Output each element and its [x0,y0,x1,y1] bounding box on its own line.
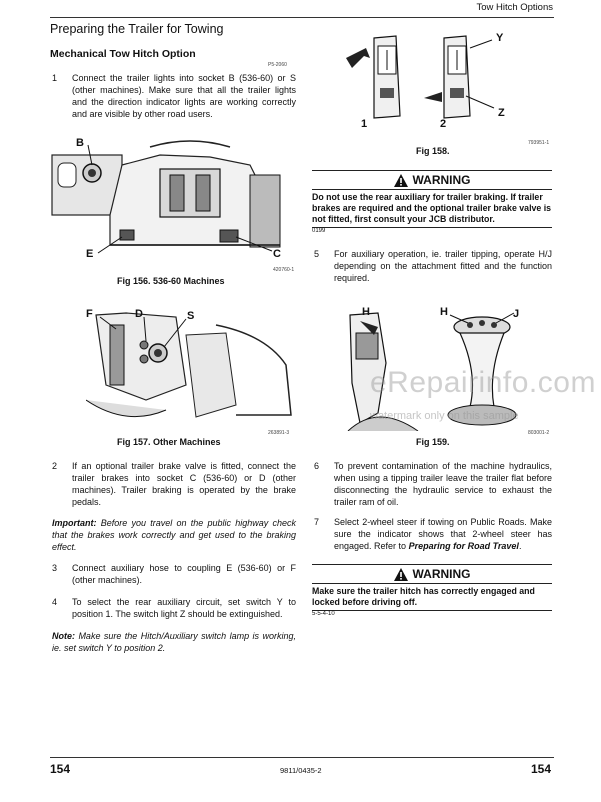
header-rule [50,17,554,18]
fig156-label-b: B [76,137,84,149]
fig157-label-f: F [86,308,93,320]
watermark-sub: watermark only on this sample [370,410,519,422]
fig158-caption: Fig 158. [416,146,450,156]
warning-triangle-icon [394,174,408,187]
fig158-label-y: Y [496,32,504,44]
step-number-3: 3 [52,563,58,573]
step-number-1: 1 [52,73,58,83]
step-number-4: 4 [52,597,58,607]
warning-box-2 [312,564,552,617]
step-number-2: 2 [52,461,58,471]
footer-rule [50,757,554,758]
footer-page-left: 154 [50,762,71,776]
warning-heading-1-text: WARNING [412,173,471,187]
fig159-label-h2: H [440,306,448,318]
important-text: Before you travel on the public highway check that the brakes work correctly and get used to the braking effect. [52,518,296,552]
road-travel-link[interactable]: Preparing for Road Travel [408,541,519,551]
page-title: Preparing the Trailer for Towing [50,22,224,36]
step-1-text: Connect the trailer lights into socket B (536-60) or S (other machines). Make sure that all the trailer lights and the direction indicator lights are working correctly and are visible by other road users. [72,73,296,119]
fig156-ref: 420760-1 [273,267,295,273]
fig156-caption: Fig 156. 536-60 Machines [117,276,225,286]
step-7-body: Select 2-wheel steer if towing on Public Roads. Make sure the indicator shows that 2-wheel steer has engaged. Refer to [334,517,552,551]
warning-1-code: 0199 [312,227,552,234]
fig159-ref: 803001-2 [528,430,550,436]
warning-heading-2 [312,567,552,581]
fig157-label-d: D [135,308,143,320]
warning-2-text: Make sure the trailer hitch has correctly engaged and locked before driving off. [312,586,535,607]
note [52,630,296,654]
footer-page-right: 154 [530,762,551,776]
fig158-label-2: 2 [440,118,447,130]
fig158-ref: 793951-1 [528,140,550,146]
fig157-label-s: S [187,310,195,322]
step-7-text [334,516,552,552]
warning-box-1 [312,170,552,234]
fig159-caption: Fig 159. [416,437,450,447]
subtitle: Mechanical Tow Hitch Option [50,48,196,60]
step-number-7: 7 [314,517,320,527]
footer-doc-number: 9811/0435-2 [280,766,322,775]
warning-heading-1 [312,173,552,187]
important-label: Important: [52,518,97,528]
warning-body-2 [312,583,552,608]
watermark-main: eRepairinfo.com [370,366,596,399]
warning-body-1 [312,189,552,225]
header-section-title: Tow Hitch Options [476,2,553,13]
important-note [52,517,296,553]
step-number-5: 5 [314,249,320,259]
note-label: Note: [52,631,75,641]
step-4-text: To select the rear auxiliary circuit, set switch Y to position 1. The switch light Z should be extinguished. [72,597,296,619]
fig157-caption: Fig 157. Other Machines [117,437,221,447]
warning-heading-2-text: WARNING [412,567,471,581]
step-3-text: Connect auxiliary hose to coupling E (536-60) or F (other machines). [72,563,296,585]
fig156-label-c: C [273,248,281,260]
note-text: Make sure the Hitch/Auxiliary switch lamp is working, ie. set switch Y to position 2. [52,631,296,653]
fig158-label-1: 1 [361,118,368,130]
step-7-end: . [518,541,522,551]
step-6-text: To prevent contamination of the machine hydraulics, when using a tipping trailer leave the trailer flat before disconnecting the hydraulic service to exhaust the trailer ram of oil. [334,461,552,507]
warning-1-text: Do not use the rear auxiliary for trailer braking. If trailer brakes are required and the optional trailer brake valve is not fitted, first consult your JCB distributor. [312,192,552,224]
step-5-text: For auxiliary operation, ie. trailer tipping, operate H/J depending on the attachment fitted and the function required. [334,249,552,283]
fig158-illustration [344,28,504,128]
warning-2-code: 5-5-4-10 [312,610,552,617]
fig159-label-j: J [513,308,520,320]
ref-p5: P5-2060 [268,62,287,68]
fig156-illustration [50,135,298,265]
fig159-label-h1: H [362,306,370,318]
fig157-illustration [86,305,298,427]
warning-triangle-icon [394,568,408,581]
fig156-label-e: E [86,248,94,260]
step-2-text: If an optional trailer brake valve is fitted, connect the trailer brakes into socket C (536-60) or D (other machines). Trailer braking is operated by the brake pedals. [72,461,296,507]
fig157-ref: 263891-3 [268,430,290,436]
step-number-6: 6 [314,461,320,471]
fig158-label-z: Z [498,107,505,119]
